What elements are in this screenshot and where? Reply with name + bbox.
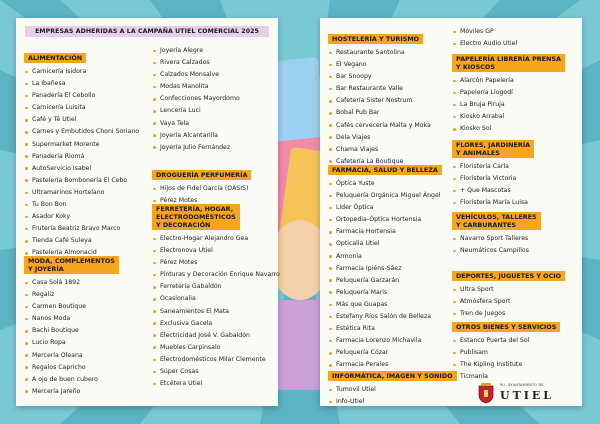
section-header: FARMACIA, SALUD Y BELLEZA xyxy=(328,165,442,175)
list-item: Kiosko Sol xyxy=(452,123,565,135)
item-list xyxy=(328,178,442,372)
header-line: Y CARBURANTES xyxy=(456,221,517,229)
list-item: Floristería Victoria xyxy=(452,173,534,185)
list-item: Exclusiva Gacela xyxy=(152,318,280,330)
list-item: Móviles GP xyxy=(452,26,517,38)
list-item: Navarro Sport Talleres xyxy=(452,233,541,245)
section-header xyxy=(452,140,534,158)
list-item: Café y Té Utiel xyxy=(24,114,139,126)
list-item: Publisam xyxy=(452,347,560,359)
list-item: Farmacia Ipiéns-Sáez xyxy=(328,263,442,275)
list-item: Chama Viajes xyxy=(328,144,431,156)
section-moda-continued xyxy=(152,45,240,154)
list-item: Modas Manolita xyxy=(152,81,240,93)
list-item: Papelería Llogodí xyxy=(452,87,565,99)
list-item: Panadería Riomá xyxy=(24,151,139,163)
list-item: Bar Snoopy xyxy=(328,71,431,83)
section-otros xyxy=(452,314,560,383)
item-list xyxy=(452,26,517,50)
list-item: Tren de Juegos xyxy=(452,308,565,320)
list-item: Súper Cosas xyxy=(152,366,280,378)
section-farmacia xyxy=(328,157,442,372)
list-item: Peluquería Cózar xyxy=(328,347,442,359)
list-item: Ticmanía xyxy=(452,371,560,383)
list-item: Hijos de Fidel García (OASIS) xyxy=(152,183,251,195)
list-item: Cafetería La Boutique xyxy=(328,156,431,168)
list-item: Kiosko Arrabal xyxy=(452,111,565,123)
header-line: VEHÍCULOS, TALLERES xyxy=(456,213,537,221)
list-item: AutoServicio Isabel xyxy=(24,163,139,175)
list-item: Joyería Alegre xyxy=(152,45,240,57)
logo-big-text: UTIEL xyxy=(500,389,555,402)
list-item: Restaurante Santolina xyxy=(328,47,431,59)
list-item: A ojo de buen cubero xyxy=(24,374,119,386)
coat-of-arms-icon xyxy=(476,382,496,404)
list-item: Lucio Ropa xyxy=(24,337,119,349)
list-item: Casa Solá 1892 xyxy=(24,277,119,289)
item-list xyxy=(152,45,240,154)
list-item: Neumáticos Campillos xyxy=(452,245,541,257)
list-item: Ferretería Gabaldón xyxy=(152,281,280,293)
list-item: Mercería Jareño xyxy=(24,386,119,398)
right-panel xyxy=(320,18,582,406)
list-item: Tu Bon Bon xyxy=(24,199,139,211)
section-header: OTROS BIENES Y SERVICIOS xyxy=(452,322,560,332)
section-papeleria xyxy=(452,54,565,135)
list-item: The Kipling Institute xyxy=(452,359,560,371)
list-item: Más que Guapas xyxy=(328,299,442,311)
list-item: Pastelería Almonacid xyxy=(24,247,139,259)
list-item: Calzados Monsalve xyxy=(152,69,240,81)
section-header: HOSTELERÍA Y TURISMO xyxy=(328,34,423,44)
header-line: Y KIOSCOS xyxy=(456,63,495,71)
item-list xyxy=(328,384,457,408)
list-item: Info-Utiel xyxy=(328,396,457,408)
list-item: Regalos Capricho xyxy=(24,362,119,374)
list-item: Atmósfera Sport xyxy=(452,296,565,308)
list-item: El Vegano xyxy=(328,59,431,71)
list-item: Electro-Hogar Alejandro Gea xyxy=(152,233,280,245)
list-item: + Que Mascotas xyxy=(452,185,534,197)
list-item: Pérez Motes xyxy=(152,257,280,269)
list-item: Muebles Carpinsalo xyxy=(152,342,280,354)
section-informatica-continued xyxy=(452,26,517,50)
list-item: Farmacia Perales xyxy=(328,359,442,371)
list-item: Bobal Pub Bar xyxy=(328,107,431,119)
list-item: Joyería Alcantarilla xyxy=(152,130,240,142)
section-header xyxy=(452,212,541,230)
list-item: Electrodomésticos Milar Clemente xyxy=(152,354,280,366)
item-list xyxy=(452,233,541,257)
list-item: Electronova Utiel xyxy=(152,245,280,257)
list-item: Saneamientos El Mata xyxy=(152,306,280,318)
section-flores xyxy=(452,140,534,209)
list-item: Peluquería Orgánica Miguel Ángel xyxy=(328,190,442,202)
left-panel xyxy=(16,18,278,406)
list-item: Dela Viajes xyxy=(328,132,431,144)
list-item: Líder Óptica xyxy=(328,202,442,214)
utiel-logo xyxy=(476,382,574,404)
list-item: La Bruja Piruja xyxy=(452,99,565,111)
list-item: Peluquería Garzarán xyxy=(328,275,442,287)
list-item: Ortopedia-Óptica Hortensia xyxy=(328,214,442,226)
section-hosteleria xyxy=(328,26,431,168)
list-item: Peluquería Maris xyxy=(328,287,442,299)
section-header: DEPORTES, JUGUETES Y OCIO xyxy=(452,271,565,281)
list-item: Rivera Calzados xyxy=(152,57,240,69)
list-item: Carmen Boutique xyxy=(24,301,119,313)
list-item: Lencería Luci xyxy=(152,105,240,117)
list-item: Mercería Oleana xyxy=(24,350,119,362)
list-item: Farmacia Hortensia xyxy=(328,226,442,238)
item-list xyxy=(24,277,119,398)
list-item: Estética Rita xyxy=(328,323,442,335)
header-line: FERRETERÍA, HOGAR, xyxy=(156,205,234,213)
list-item: Joyería Julio Fernández xyxy=(152,142,240,154)
section-deportes xyxy=(452,263,565,320)
list-item: Floristería Carla xyxy=(452,161,534,173)
list-item: Bachi Boutique xyxy=(24,325,119,337)
header-line: Y DECORACIÓN xyxy=(156,221,211,229)
list-item: Electricidad José V. Gabaldón xyxy=(152,330,280,342)
list-item: Pinturas y Decoración Enrique Navarro xyxy=(152,269,280,281)
section-moda xyxy=(24,256,119,398)
section-header: ALIMENTACIÓN xyxy=(24,53,86,63)
list-item: Carnes y Embutidos Choni Soriano xyxy=(24,126,139,138)
list-item: Opticalia Utiel xyxy=(328,238,442,250)
list-item: Alarcón Papelería xyxy=(452,75,565,87)
list-item: Confecciones Mayordomo xyxy=(152,93,240,105)
list-item: Supermarket Morente xyxy=(24,139,139,151)
list-item: Armonía xyxy=(328,251,442,263)
list-item: Estefany Ríos Salón de Belleza xyxy=(328,311,442,323)
header-line: MODA, COMPLEMENTOS xyxy=(28,257,115,265)
section-alimentacion xyxy=(24,45,139,260)
header-line: ELECTRODOMÉSTICOS xyxy=(156,213,236,221)
list-item: Cafés cervecería Malta y Moka xyxy=(328,120,431,132)
item-list xyxy=(452,161,534,209)
item-list xyxy=(328,47,431,168)
header-line: Y JOYERÍA xyxy=(28,265,64,273)
list-item: Farmacia Lorenzo Michavila xyxy=(328,335,442,347)
section-informatica xyxy=(328,363,457,408)
list-item: Bar Restaurante Valle xyxy=(328,83,431,95)
list-item: Cafetería Sister Nostrum xyxy=(328,95,431,107)
header-line: Y ANIMALES xyxy=(456,149,500,157)
section-drogueria xyxy=(152,162,251,207)
page-title: EMPRESAS ADHERIDAS A LA CAMPAÑA UTIEL COMERCIAL 2025 xyxy=(25,26,269,37)
item-list xyxy=(452,335,560,383)
section-header: DROGUERÍA PERFUMERÍA xyxy=(152,170,251,180)
list-item: Pérez Motes xyxy=(152,195,251,207)
list-item: Vaya Tela xyxy=(152,118,240,130)
list-item: Electro Audio Utiel xyxy=(452,38,517,50)
logo-small-text: M.I. AYUNTAMIENTO DE xyxy=(500,383,544,387)
list-item: Etcétera Utiel xyxy=(152,378,280,390)
list-item: Ultra Sport xyxy=(452,284,565,296)
list-item: Panadería El Cebollo xyxy=(24,90,139,102)
list-item: Ultramarinos Hortelano xyxy=(24,187,139,199)
list-item: Nanos Moda xyxy=(24,313,119,325)
section-header xyxy=(24,256,119,274)
list-item: Pastelería Bombonería El Cebo xyxy=(24,175,139,187)
section-header: INFORMÁTICA, IMAGEN Y SONIDO xyxy=(328,371,457,381)
list-item: Ocasionalia xyxy=(152,293,280,305)
list-item: Tienda Café Suleya xyxy=(24,235,139,247)
list-item: La Ibañesa xyxy=(24,78,139,90)
list-item: Regaliz xyxy=(24,289,119,301)
list-item: Floristería María Luisa xyxy=(452,197,534,209)
list-item: Estanco Puerta del Sol xyxy=(452,335,560,347)
header-line: PAPELERÍA LIBRERÍA PRENSA xyxy=(456,55,561,63)
list-item: Carnicería Luisita xyxy=(24,102,139,114)
list-item: Frutería Beatriz Bravo Marco xyxy=(24,223,139,235)
header-line: FLORES, JARDINERÍA xyxy=(456,141,531,149)
section-vehiculos xyxy=(452,212,541,257)
item-list xyxy=(24,66,139,260)
section-header xyxy=(152,204,240,230)
list-item: Carnicería Isidora xyxy=(24,66,139,78)
list-item: Tumovil Utiel xyxy=(328,384,457,396)
item-list xyxy=(152,233,280,390)
section-ferreteria xyxy=(152,204,280,390)
list-item: Asador Koky xyxy=(24,211,139,223)
section-header xyxy=(452,54,565,72)
item-list xyxy=(452,75,565,135)
list-item: Óptica Yuste xyxy=(328,178,442,190)
